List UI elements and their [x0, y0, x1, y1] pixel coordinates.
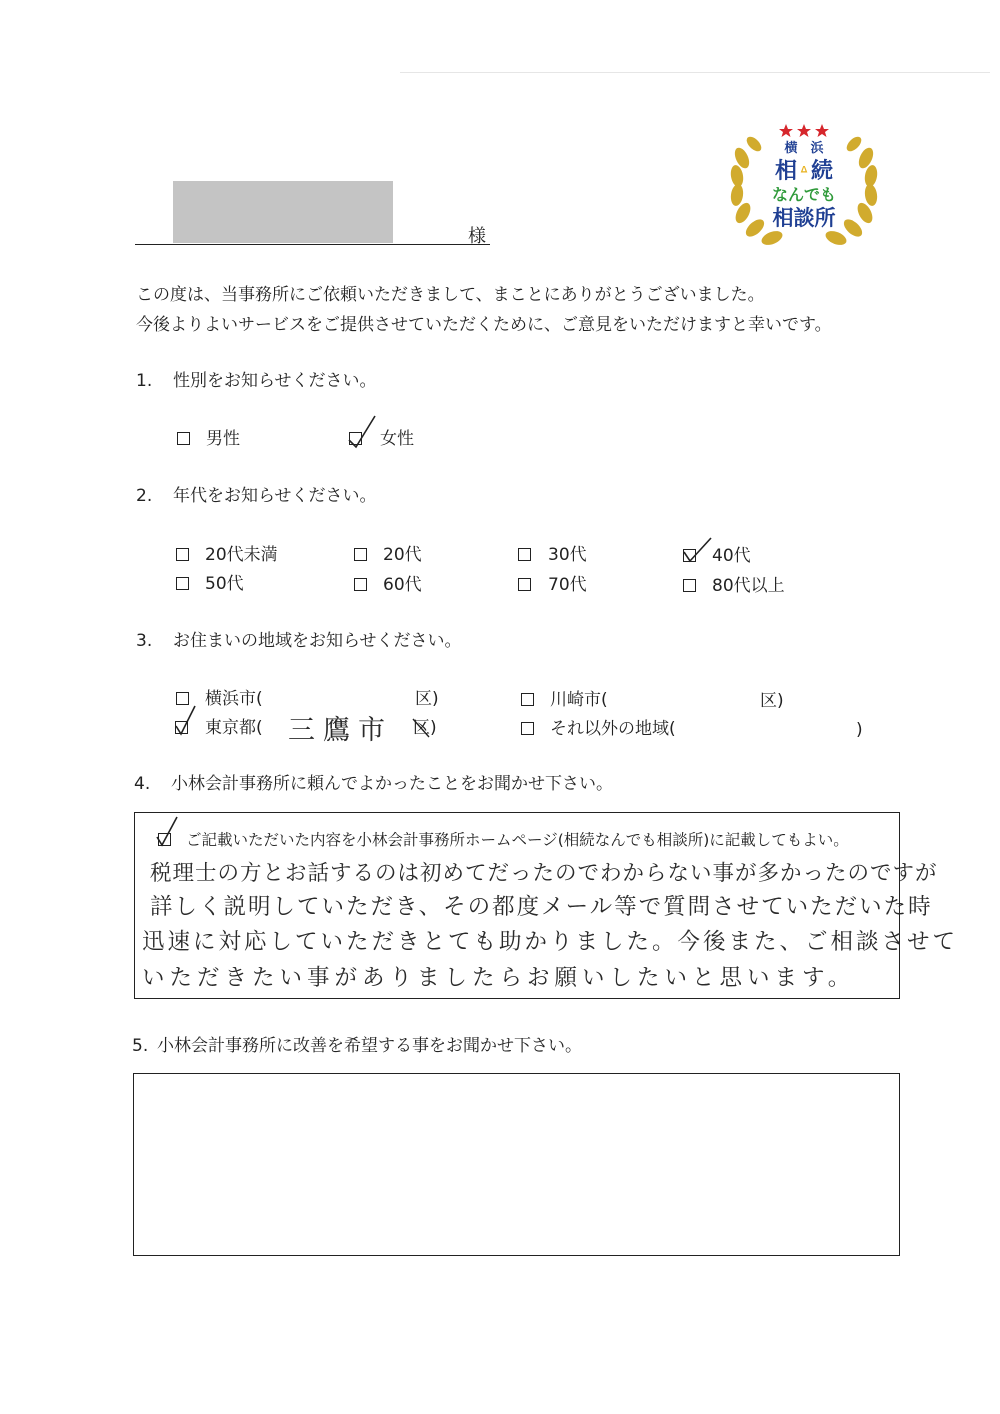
- cross-out-icon: [410, 716, 432, 740]
- logo-line1: 横 浜: [784, 141, 824, 156]
- logo-separator-icon: ᐞ: [799, 162, 809, 182]
- q2-question: 年代をお知らせください。: [173, 486, 377, 506]
- logo-line3: なんでも: [771, 185, 836, 204]
- q5-question: 小林会計事務所に改善を希望する事をお聞かせ下さい。: [157, 1036, 582, 1056]
- q3-suffix-other: ): [856, 720, 863, 740]
- q5-number: 5.: [132, 1036, 149, 1056]
- q2-label-60s: 60代: [383, 575, 422, 595]
- q3-handwritten-tokyo: 三鷹市: [288, 715, 393, 746]
- logo-line4: 相談所: [772, 206, 836, 230]
- q3-label-yokohama: 横浜市(: [205, 689, 263, 709]
- q4-number: 4.: [134, 774, 151, 794]
- q3-number: 3.: [136, 631, 153, 651]
- check-mark-icon: [346, 414, 378, 450]
- q4-question: 小林会計事務所に頼んでよかったことをお聞かせ下さい。: [171, 774, 613, 794]
- q5-answer-box[interactable]: [133, 1073, 900, 1256]
- q1-question: 性別をお知らせください。: [173, 371, 377, 391]
- q2-label-under20: 20代未満: [205, 545, 278, 565]
- q2-checkbox-under20[interactable]: [176, 548, 189, 561]
- q3-checkbox-kawasaki[interactable]: [521, 693, 534, 706]
- q2-label-80plus: 80代以上: [712, 576, 785, 596]
- q2-checkbox-80plus[interactable]: [683, 579, 696, 592]
- q3-label-tokyo: 東京都(: [205, 718, 263, 738]
- intro-line-2: 今後よりよいサービスをご提供させていただくために、ご意見をいただけますと幸いです。: [136, 315, 832, 335]
- q2-label-40s: 40代: [712, 546, 751, 566]
- q2-checkbox-50s[interactable]: [176, 577, 189, 590]
- q4-answer-line-3: 迅速に対応していただきとても助かりました。今後また、ご相談させて: [142, 929, 959, 955]
- star-icon: [779, 124, 829, 137]
- q2-checkbox-70s[interactable]: [518, 578, 531, 591]
- q3-suffix-tokyo: 区): [413, 718, 437, 738]
- q3-checkbox-other[interactable]: [521, 722, 534, 735]
- redacted-name: [173, 181, 393, 243]
- q4-answer-line-2: 詳しく説明していただき、その都度メール等で質問させていただいた時: [150, 894, 933, 920]
- name-underline: [135, 244, 490, 245]
- check-mark-icon: [173, 704, 199, 738]
- q4-answer-line-4: いただきたい事がありましたらお願いしたいと思います。: [142, 965, 856, 991]
- honorific: 様: [468, 226, 486, 247]
- q2-checkbox-60s[interactable]: [354, 578, 367, 591]
- q2-label-30s: 30代: [548, 545, 587, 565]
- q2-checkbox-30s[interactable]: [518, 548, 531, 561]
- q2-number: 2.: [136, 486, 153, 506]
- q2-label-50s: 50代: [205, 574, 244, 594]
- q4-answer-line-1: 税理士の方とお話するのは初めてだったのでわからない事が多かったのですが: [150, 861, 938, 886]
- q1-label-male: 男性: [206, 429, 240, 449]
- q1-checkbox-male[interactable]: [177, 432, 190, 445]
- q3-suffix-yokohama: 区): [415, 689, 439, 709]
- q2-checkbox-20s[interactable]: [354, 548, 367, 561]
- check-mark-icon: [681, 536, 713, 566]
- q3-question: お住まいの地域をお知らせください。: [173, 631, 462, 651]
- check-mark-icon: [154, 815, 180, 849]
- q1-label-female: 女性: [380, 429, 414, 449]
- intro-line-1: この度は、当事務所にご依頼いただきまして、まことにありがとうございました。: [136, 285, 765, 305]
- logo-line2b: 続: [811, 159, 834, 184]
- logo-line2a: 相: [774, 159, 797, 184]
- logo-badge: [728, 118, 880, 250]
- q3-suffix-kawasaki: 区): [760, 691, 784, 711]
- q2-label-70s: 70代: [548, 575, 587, 595]
- scan-line: [400, 72, 990, 73]
- q3-label-other: それ以外の地域(: [550, 719, 676, 739]
- q3-label-kawasaki: 川崎市(: [550, 690, 608, 710]
- q4-consent-text: ご記載いただいた内容を小林会計事務所ホームページ(相続なんでも相談所)に記載してもよい。: [186, 831, 849, 849]
- q2-label-20s: 20代: [383, 545, 422, 565]
- q1-number: 1.: [136, 371, 153, 391]
